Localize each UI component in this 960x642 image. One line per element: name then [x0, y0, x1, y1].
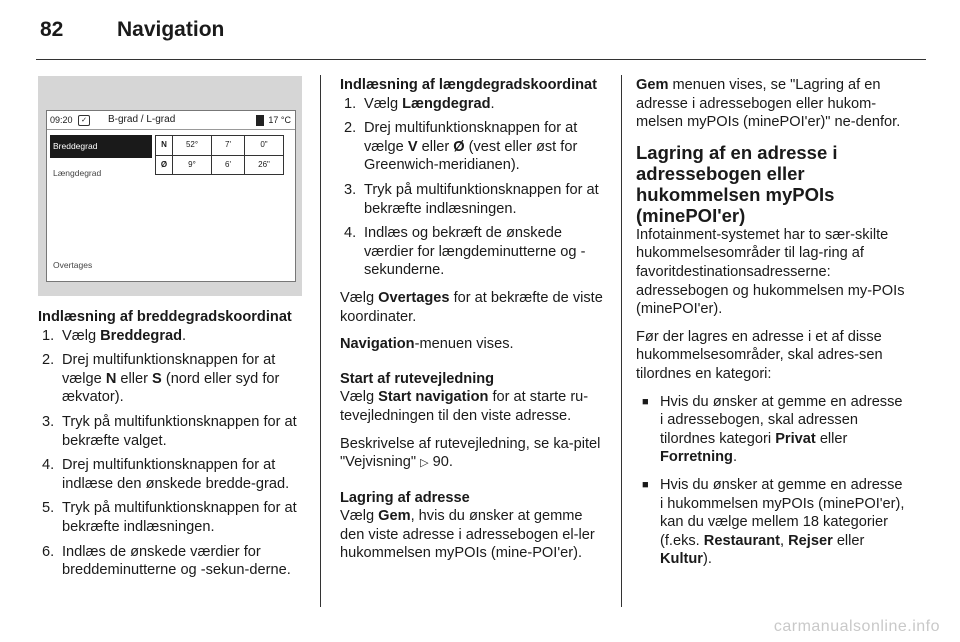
screen-time: 09:20	[50, 114, 73, 125]
save-poi-heading: Lagring af en adresse i adressebogen eller hukommelsen myPOIs (minePOI'er)	[636, 141, 838, 226]
reference-arrow-icon: ▷	[420, 457, 429, 470]
list-item: 4. Indlæs og bekræft de ønskede værdier for længdeminutterne og -sekunderne.	[344, 225, 586, 279]
list-item: 3. Tryk på multifunktionsknappen for at bekræfte indlæsningen.	[344, 181, 599, 217]
paragraph: Vælg Gem, hvis du ønsker at gemme den viste adresse i adressebogen el-ler hukommelsen myPOIs (mine-POI'er).	[340, 508, 595, 562]
paragraph: Vælg Start navigation for at starte ru-tevejledningen til den viste adresse.	[340, 389, 589, 424]
menu-item-confirm: Overtages	[53, 260, 93, 271]
grid-dir: Ø	[156, 155, 173, 175]
list-item: 6. Indlæs de ønskede værdier for breddeminutterne og -sekun-derne.	[42, 543, 291, 579]
list-item: 1. Vælg Længdegrad.	[344, 95, 495, 112]
paragraph: Navigation-menuen vises.	[340, 336, 514, 353]
section-title: Navigation	[117, 18, 225, 41]
column-divider	[621, 75, 622, 607]
column-1	[38, 76, 306, 589]
page-number: 82	[40, 18, 64, 41]
coordinate-grid	[155, 135, 284, 175]
menu-item-latitude: Breddegrad	[50, 135, 152, 158]
grid-degrees: 52°	[173, 136, 212, 156]
paragraph: Før der lagres en adresse i et af disse hukommelsesområder, skal adres-sen tilordnes en kategori:	[636, 328, 883, 382]
device-screen	[46, 110, 296, 282]
screen-menu	[50, 135, 152, 188]
grid-row-north	[156, 136, 284, 156]
latitude-heading: Indlæsning af breddegradskoordinat	[38, 309, 292, 325]
menu-item-longitude: Længdegrad	[53, 167, 102, 178]
list-item: 2. Drej multifunktionsknappen for at vælge V eller Ø (vest eller øst for Greenwich-meridianen).	[344, 120, 578, 174]
screenshot-figure	[38, 76, 302, 296]
list-item: 3. Tryk på multifunktionsknappen for at bekræfte valget.	[42, 413, 297, 449]
screen-temperature: 17 °C	[268, 114, 291, 125]
grid-row-east	[156, 155, 284, 175]
bullet-icon: ■	[642, 478, 649, 491]
phone-icon	[256, 115, 264, 126]
save-address-heading: Lagring af adresse	[340, 489, 470, 506]
list-item: 2. Drej multifunktionsknappen for at vælge N eller S (nord eller syd for ækvator).	[42, 352, 280, 406]
page-header	[40, 18, 224, 48]
start-guidance-heading: Start af rutevejledning	[340, 370, 495, 387]
list-item: 5. Tryk på multifunktionsknappen for at bekræfte indlæsningen.	[42, 500, 297, 535]
paragraph: Vælg Overtages for at bekræfte de viste koordinater.	[340, 289, 603, 325]
watermark: carmanualsonline.info	[773, 618, 940, 635]
list-item: 1. Vælg Breddegrad.	[42, 327, 187, 344]
screen-title: B-grad / L-grad	[108, 113, 176, 125]
grid-degrees: 9°	[173, 155, 212, 175]
header-rule	[36, 59, 926, 60]
grid-dir: N	[156, 136, 173, 156]
paragraph: Beskrivelse af rutevejledning, se ka-pitel "Vejvisning" ▷ 90.	[340, 435, 601, 471]
paragraph: Infotainment-systemet har to sær-skilte hukommelsesområder til lag-ring af favoritdestinationsadresserne: adressebogen og hukommelsen my-POIs (minePOI'er).	[636, 226, 905, 318]
column-2	[340, 76, 606, 572]
latitude-steps	[38, 327, 306, 580]
bullet-icon: ■	[642, 395, 649, 408]
column-divider	[320, 75, 321, 607]
grid-seconds: 0"	[245, 136, 284, 156]
navigation-icon: ✓	[78, 115, 90, 126]
paragraph: Gem menuen vises, se "Lagring af en adresse i adressebogen eller hukom-melsen myPOIs (minePOI'er)" ne-denfor.	[636, 77, 901, 131]
grid-seconds: 26"	[245, 155, 284, 175]
longitude-heading: Indlæsning af længdegradskoordinat	[340, 77, 598, 93]
category-bullets	[636, 393, 908, 569]
longitude-steps	[340, 95, 606, 280]
screen-status-bar	[47, 111, 295, 130]
list-item: ■ Hvis du ønsker at gemme en adresse i adressebogen, skal adressen tilordnes kategori Privat eller Forretning.	[642, 393, 903, 466]
list-item: ■ Hvis du ønsker at gemme en adresse i hukommelsen myPOIs (minePOI'er), kan du vælge mellem 18 kategorier (f.eks. Restaurant, Rejser eller Kultur).	[642, 476, 905, 568]
grid-minutes: 6'	[212, 155, 245, 175]
grid-minutes: 7'	[212, 136, 245, 156]
list-item: 4. Drej multifunktionsknappen for at indlæse den ønskede bredde-grad.	[42, 457, 290, 492]
column-3	[636, 76, 908, 578]
